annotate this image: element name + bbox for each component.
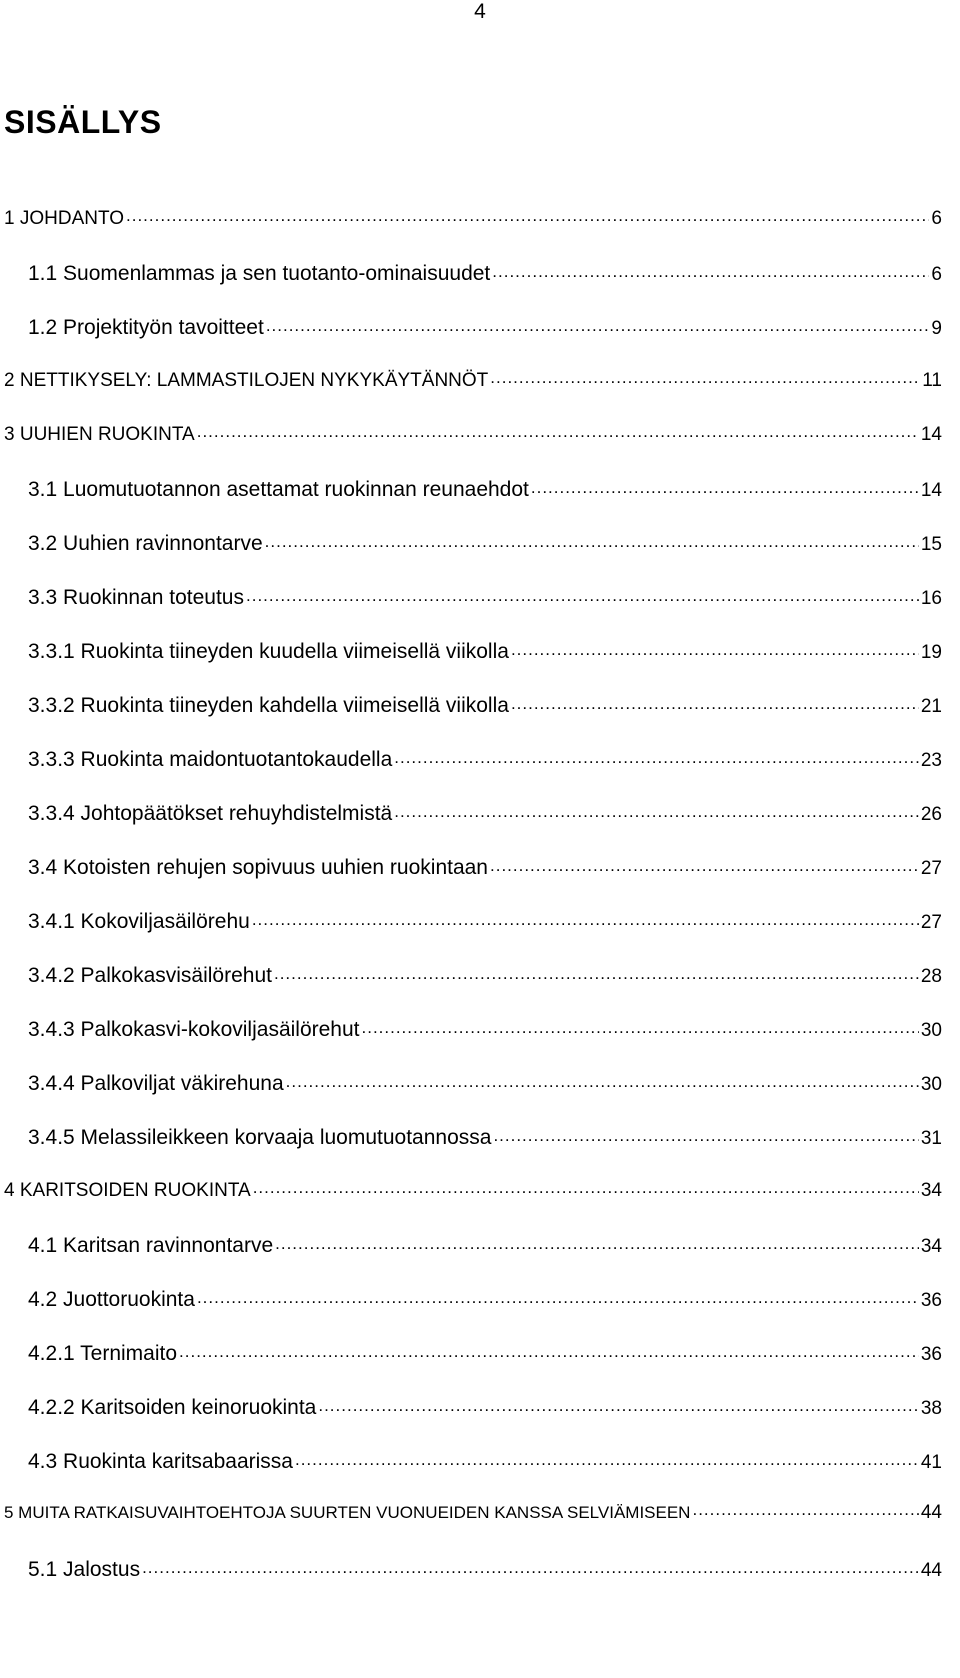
toc-entry-page: 41: [920, 1452, 942, 1473]
toc-dot-leader: [142, 1555, 919, 1576]
toc-entry[interactable]: [28, 1231, 942, 1261]
toc-entry-page: 14: [920, 480, 942, 501]
toc-dot-leader: [531, 475, 919, 496]
toc-entry[interactable]: [28, 637, 942, 667]
toc-entry-title: 4.2.1 Ternimaito: [28, 1342, 178, 1365]
toc-entry[interactable]: [4, 1177, 942, 1207]
toc-dot-leader: [692, 1501, 918, 1518]
toc-dot-leader: [492, 259, 929, 280]
toc-entry-page: 14: [920, 424, 942, 445]
toc-dot-leader: [490, 367, 920, 386]
toc-dot-leader: [265, 529, 919, 550]
toc-entry[interactable]: [28, 961, 942, 991]
toc-entry[interactable]: [28, 1285, 942, 1315]
toc-entry[interactable]: [4, 1501, 942, 1531]
toc-dot-leader: [179, 1339, 919, 1360]
toc-entry-title: 3.3.1 Ruokinta tiineyden kuudella viimeisellä viikolla: [28, 640, 509, 663]
toc-entry-title: 3.4.5 Melassileikkeen korvaaja luomutuotannossa: [28, 1126, 492, 1149]
page-number: 4: [474, 0, 486, 23]
toc-entry[interactable]: [28, 313, 942, 343]
toc-entry-page: 30: [920, 1020, 942, 1041]
toc-entry[interactable]: [28, 475, 942, 505]
toc-dot-leader: [266, 313, 930, 334]
toc-entry[interactable]: [4, 367, 942, 397]
toc-entry-page: 36: [920, 1290, 942, 1311]
toc-entry-title: 3.4.4 Palkoviljat väkirehuna: [28, 1072, 284, 1095]
toc-entry-page: 23: [920, 750, 942, 771]
toc-entry-title: 4.3 Ruokinta karitsabaarissa: [28, 1450, 293, 1473]
toc-entry-page: 6: [931, 264, 942, 285]
toc-entry-page: 38: [920, 1398, 942, 1419]
toc-dot-leader: [246, 583, 919, 604]
toc-entry-page: 9: [931, 318, 942, 339]
toc-entry-title: 3.4 Kotoisten rehujen sopivuus uuhien ruokintaan: [28, 856, 488, 879]
toc-entry[interactable]: [28, 259, 942, 289]
toc-entry-page: 21: [920, 696, 942, 717]
toc-entry-page: 27: [920, 912, 942, 933]
toc-dot-leader: [286, 1069, 919, 1090]
toc-dot-leader: [493, 1123, 918, 1144]
toc-entry-page: 44: [920, 1502, 942, 1523]
toc-entry-title: 3 UUHIEN RUOKINTA: [4, 424, 195, 445]
toc-entry-page: 16: [920, 588, 942, 609]
toc-dot-leader: [252, 907, 919, 928]
toc-entry[interactable]: [28, 1015, 942, 1045]
toc-entry-page: 27: [920, 858, 942, 879]
toc-entry-title: 4.2.2 Karitsoiden keinoruokinta: [28, 1396, 317, 1419]
toc-entry[interactable]: [28, 745, 942, 775]
toc-entry[interactable]: [28, 1123, 942, 1153]
toc-entry[interactable]: [28, 799, 942, 829]
toc-entry-page: 11: [922, 370, 942, 391]
toc-dot-leader: [197, 421, 919, 440]
toc-dot-leader: [490, 853, 919, 874]
toc-heading: SISÄLLYS: [4, 104, 162, 140]
toc-entry-title: 3.1 Luomutuotannon asettamat ruokinnan reunaehdot: [28, 478, 529, 501]
toc-entry[interactable]: [28, 1555, 942, 1585]
toc-dot-leader: [126, 205, 929, 224]
toc-entry[interactable]: [28, 529, 942, 559]
toc-entry-title: 3.4.1 Kokoviljasäilörehu: [28, 910, 250, 933]
toc-entry-title: 3.3 Ruokinnan toteutus: [28, 586, 244, 609]
toc-dot-leader: [295, 1447, 919, 1468]
toc-entry[interactable]: [28, 907, 942, 937]
toc-entry-page: 34: [920, 1236, 942, 1257]
toc-entry[interactable]: [4, 421, 942, 451]
toc-entry-title: 5.1 Jalostus: [28, 1558, 141, 1581]
toc-entry-title: 3.4.2 Palkokasvisäilörehut: [28, 964, 272, 987]
toc-entry-title: 4.2 Juottoruokinta: [28, 1288, 195, 1311]
toc-entry-title: 3.3.4 Johtopäätökset rehuyhdistelmistä: [28, 802, 393, 825]
toc-entry-page: 30: [920, 1074, 942, 1095]
toc-entry[interactable]: [28, 1339, 942, 1369]
toc-dot-leader: [394, 745, 919, 766]
toc-entry-title: 4.1 Karitsan ravinnontarve: [28, 1234, 274, 1257]
toc-dot-leader: [394, 799, 919, 820]
toc-entry-title: 5 MUITA RATKAISUVAIHTOEHTOJA SUURTEN VUONUEIDEN KANSSA SELVIÄMISEEN: [4, 1503, 691, 1522]
toc-entry-title: 3.3.2 Ruokinta tiineyden kahdella viimeisellä viikolla: [28, 694, 509, 717]
toc-entry[interactable]: [28, 691, 942, 721]
toc-entry-page: 28: [920, 966, 942, 987]
toc-entry-page: 44: [920, 1560, 942, 1581]
toc-dot-leader: [318, 1393, 919, 1414]
toc-entry-page: 15: [920, 534, 942, 555]
toc-entry-title: 2 NETTIKYSELY: LAMMASTILOJEN NYKYKÄYTÄNNÖT: [4, 370, 489, 391]
toc-entry-title: 1 JOHDANTO: [4, 208, 125, 229]
toc-dot-leader: [197, 1285, 919, 1306]
toc-dot-leader: [511, 691, 919, 712]
toc-entry-page: 36: [920, 1344, 942, 1365]
toc-entry[interactable]: [28, 1393, 942, 1423]
toc-entry-title: 4 KARITSOIDEN RUOKINTA: [4, 1180, 251, 1201]
toc-entry[interactable]: [28, 1447, 942, 1477]
toc-entry-page: 19: [920, 642, 942, 663]
toc-dot-leader: [275, 1231, 919, 1252]
toc-entry[interactable]: [28, 1069, 942, 1099]
toc-entry[interactable]: [28, 583, 942, 613]
toc-entry-page: 34: [920, 1180, 942, 1201]
toc-dot-leader: [362, 1015, 919, 1036]
toc-entry-title: 3.3.3 Ruokinta maidontuotantokaudella: [28, 748, 393, 771]
toc-dot-leader: [511, 637, 919, 658]
toc-entry[interactable]: [28, 853, 942, 883]
toc-entry-page: 26: [920, 804, 942, 825]
toc-entry-title: 3.2 Uuhien ravinnontarve: [28, 532, 263, 555]
toc-entry-title: 1.1 Suomenlammas ja sen tuotanto-ominaisuudet: [28, 262, 491, 285]
toc-entry[interactable]: [4, 205, 942, 235]
toc-entry-page: 6: [931, 208, 942, 229]
toc-entry-title: 3.4.3 Palkokasvi-kokoviljasäilörehut: [28, 1018, 360, 1041]
toc-dot-leader: [274, 961, 919, 982]
toc-dot-leader: [253, 1177, 919, 1196]
toc-entry-page: 31: [920, 1128, 942, 1149]
toc-entry-title: 1.2 Projektityön tavoitteet: [28, 316, 264, 339]
